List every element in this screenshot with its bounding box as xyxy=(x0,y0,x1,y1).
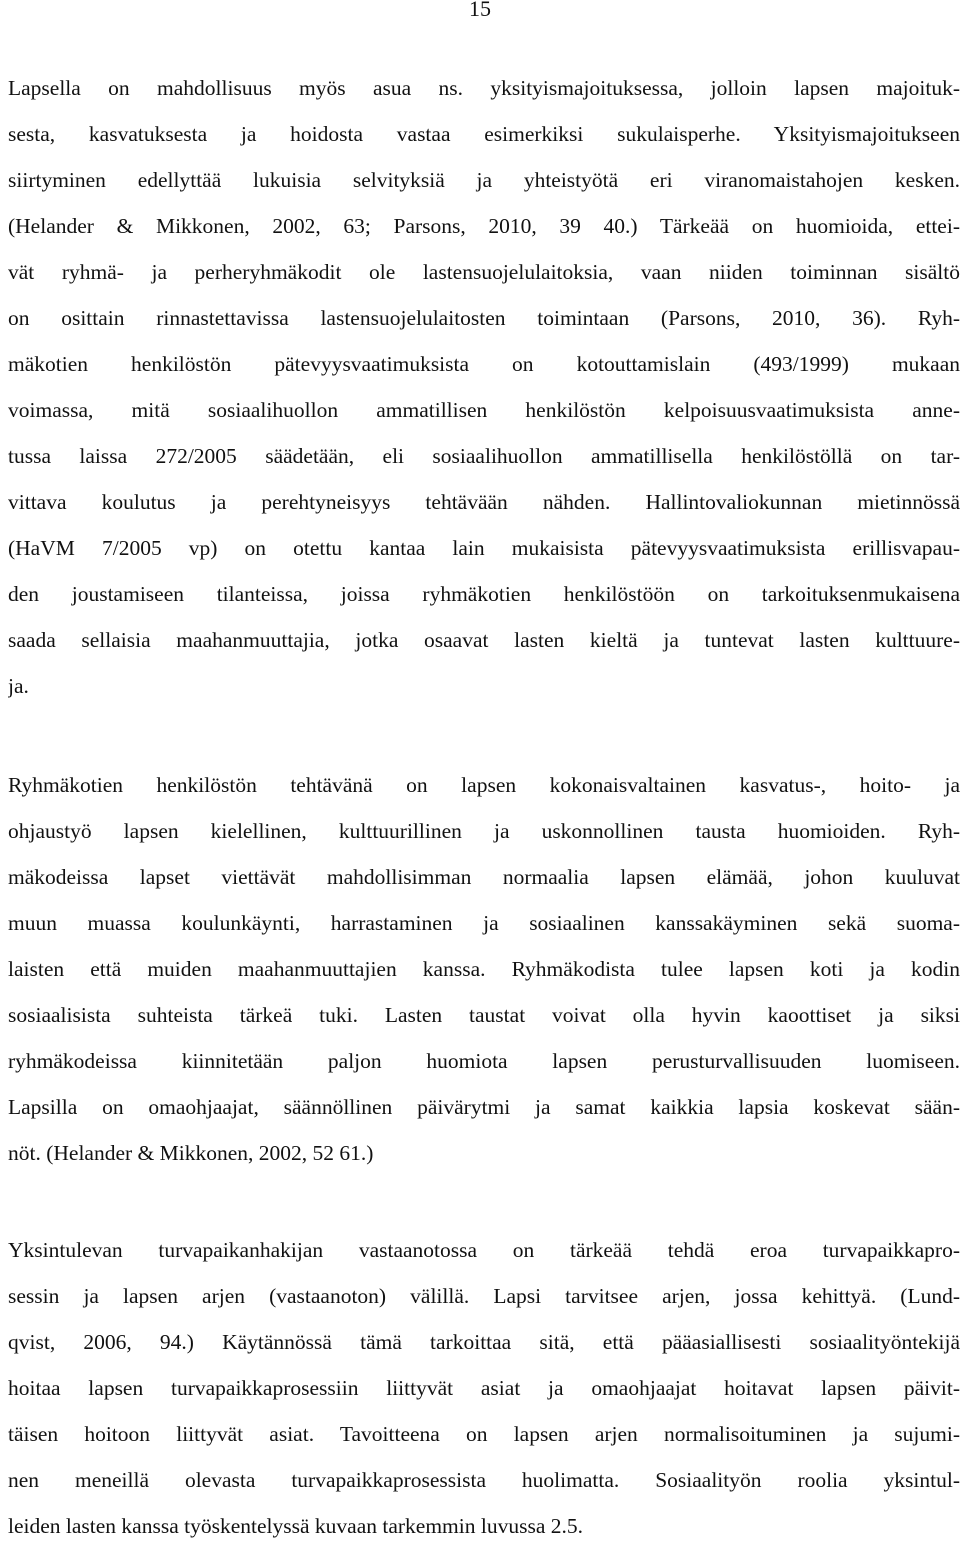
paragraph-asylum-reception xyxy=(8,1227,960,1549)
text-line: ja. xyxy=(8,674,29,698)
text-line: vittava koulutus ja perehtyneisyys tehtävään nähden. Hallintovaliokunnan mietinnössä xyxy=(8,490,960,514)
text-line: Ryhmäkotien henkilöstön tehtävänä on lapsen kokonaisvaltainen kasvatus-, hoito- ja xyxy=(8,773,960,797)
text-line: mäkotien henkilöstön pätevyysvaatimuksista on kotouttamislain (493/1999) mukaan xyxy=(8,352,960,376)
paragraph-group-home-staff-duties xyxy=(8,762,960,1176)
text-line: qvist, 2006, 94.) Käytännössä tämä tarkoittaa sitä, että pääasiallisesti sosiaalityöntekijä xyxy=(8,1330,960,1354)
text-line: saada sellaisia maahanmuuttajia, jotka osaavat lasten kieltä ja tuntevat lasten kulttuure- xyxy=(8,628,960,652)
paragraph-private-accommodation xyxy=(8,65,960,709)
text-line: leiden lasten kanssa työskentelyssä kuvaan tarkemmin luvussa 2.5. xyxy=(8,1514,583,1538)
text-line: den joustamiseen tilanteissa, joissa ryhmäkotien henkilöstöön on tarkoituksenmukaisena xyxy=(8,582,960,606)
text-line: hoitaa lapsen turvapaikkaprosessiin liittyvät asiat ja omaohjaajat hoitavat lapsen päivit- xyxy=(8,1376,960,1400)
text-line: Lapsilla on omaohjaajat, säännöllinen päivärytmi ja samat kaikkia lapsia koskevat sään- xyxy=(8,1095,960,1119)
text-line: nen meneillä olevasta turvapaikkaprosessista huolimatta. Sosiaalityön roolia yksintul- xyxy=(8,1468,960,1492)
text-line: siirtyminen edellyttää lukuisia selvityksiä ja yhteistyötä eri viranomaistahojen kesken. xyxy=(8,168,960,192)
text-line: muun muassa koulunkäynti, harrastaminen ja sosiaalinen kanssakäyminen sekä suoma- xyxy=(8,911,960,935)
text-line: laisten että muiden maahanmuuttajien kanssa. Ryhmäkodista tulee lapsen koti ja kodin xyxy=(8,957,960,981)
text-line: Yksintulevan turvapaikanhakijan vastaanotossa on tärkeää tehdä eroa turvapaikkapro- xyxy=(8,1238,960,1262)
text-line: tussa laissa 272/2005 säädetään, eli sosiaalihuollon ammatillisella henkilöstöllä on tar- xyxy=(8,444,960,468)
text-line: on osittain rinnastettavissa lastensuojelulaitosten toimintaan (Parsons, 2010, 36). Ryh- xyxy=(8,306,960,330)
text-line: ohjaustyö lapsen kielellinen, kulttuurillinen ja uskonnollinen tausta huomioiden. Ryh- xyxy=(8,819,960,843)
text-line: (Helander & Mikkonen, 2002, 63; Parsons, 2010, 39 40.) Tärkeää on huomioida, ettei- xyxy=(8,214,960,238)
text-line: sosiaalisista suhteista tärkeä tuki. Lasten taustat voivat olla hyvin kaoottiset ja siksi xyxy=(8,1003,960,1027)
text-line: täisen hoitoon liittyvät asiat. Tavoitteena on lapsen arjen normalisoituminen ja sujumi- xyxy=(8,1422,960,1446)
text-line: voimassa, mitä sosiaalihuollon ammatillisen henkilöstön kelpoisuusvaatimuksista anne- xyxy=(8,398,960,422)
text-line: ryhmäkodeissa kiinnitetään paljon huomiota lapsen perusturvallisuuden luomiseen. xyxy=(8,1049,960,1073)
text-line: (HaVM 7/2005 vp) on otettu kantaa lain mukaisista pätevyysvaatimuksista erillisvapau- xyxy=(8,536,960,560)
text-line: sessin ja lapsen arjen (vastaanoton) välillä. Lapsi tarvitsee arjen, jossa kehittyä. (Lund- xyxy=(8,1284,960,1308)
text-line: mäkodeissa lapset viettävät mahdollisimman normaalia lapsen elämää, johon kuuluvat xyxy=(8,865,960,889)
text-line: vät ryhmä- ja perheryhmäkodit ole lastensuojelulaitoksia, vaan niiden toiminnan sisältö xyxy=(8,260,960,284)
page-number: 15 xyxy=(469,0,491,21)
text-line: sesta, kasvatuksesta ja hoidosta vastaa esimerkiksi sukulaisperhe. Yksityismajoitukseen xyxy=(8,122,960,146)
text-line: Lapsella on mahdollisuus myös asua ns. yksityismajoituksessa, jolloin lapsen majoituk- xyxy=(8,76,960,100)
text-line: nöt. (Helander & Mikkonen, 2002, 52 61.) xyxy=(8,1141,374,1165)
